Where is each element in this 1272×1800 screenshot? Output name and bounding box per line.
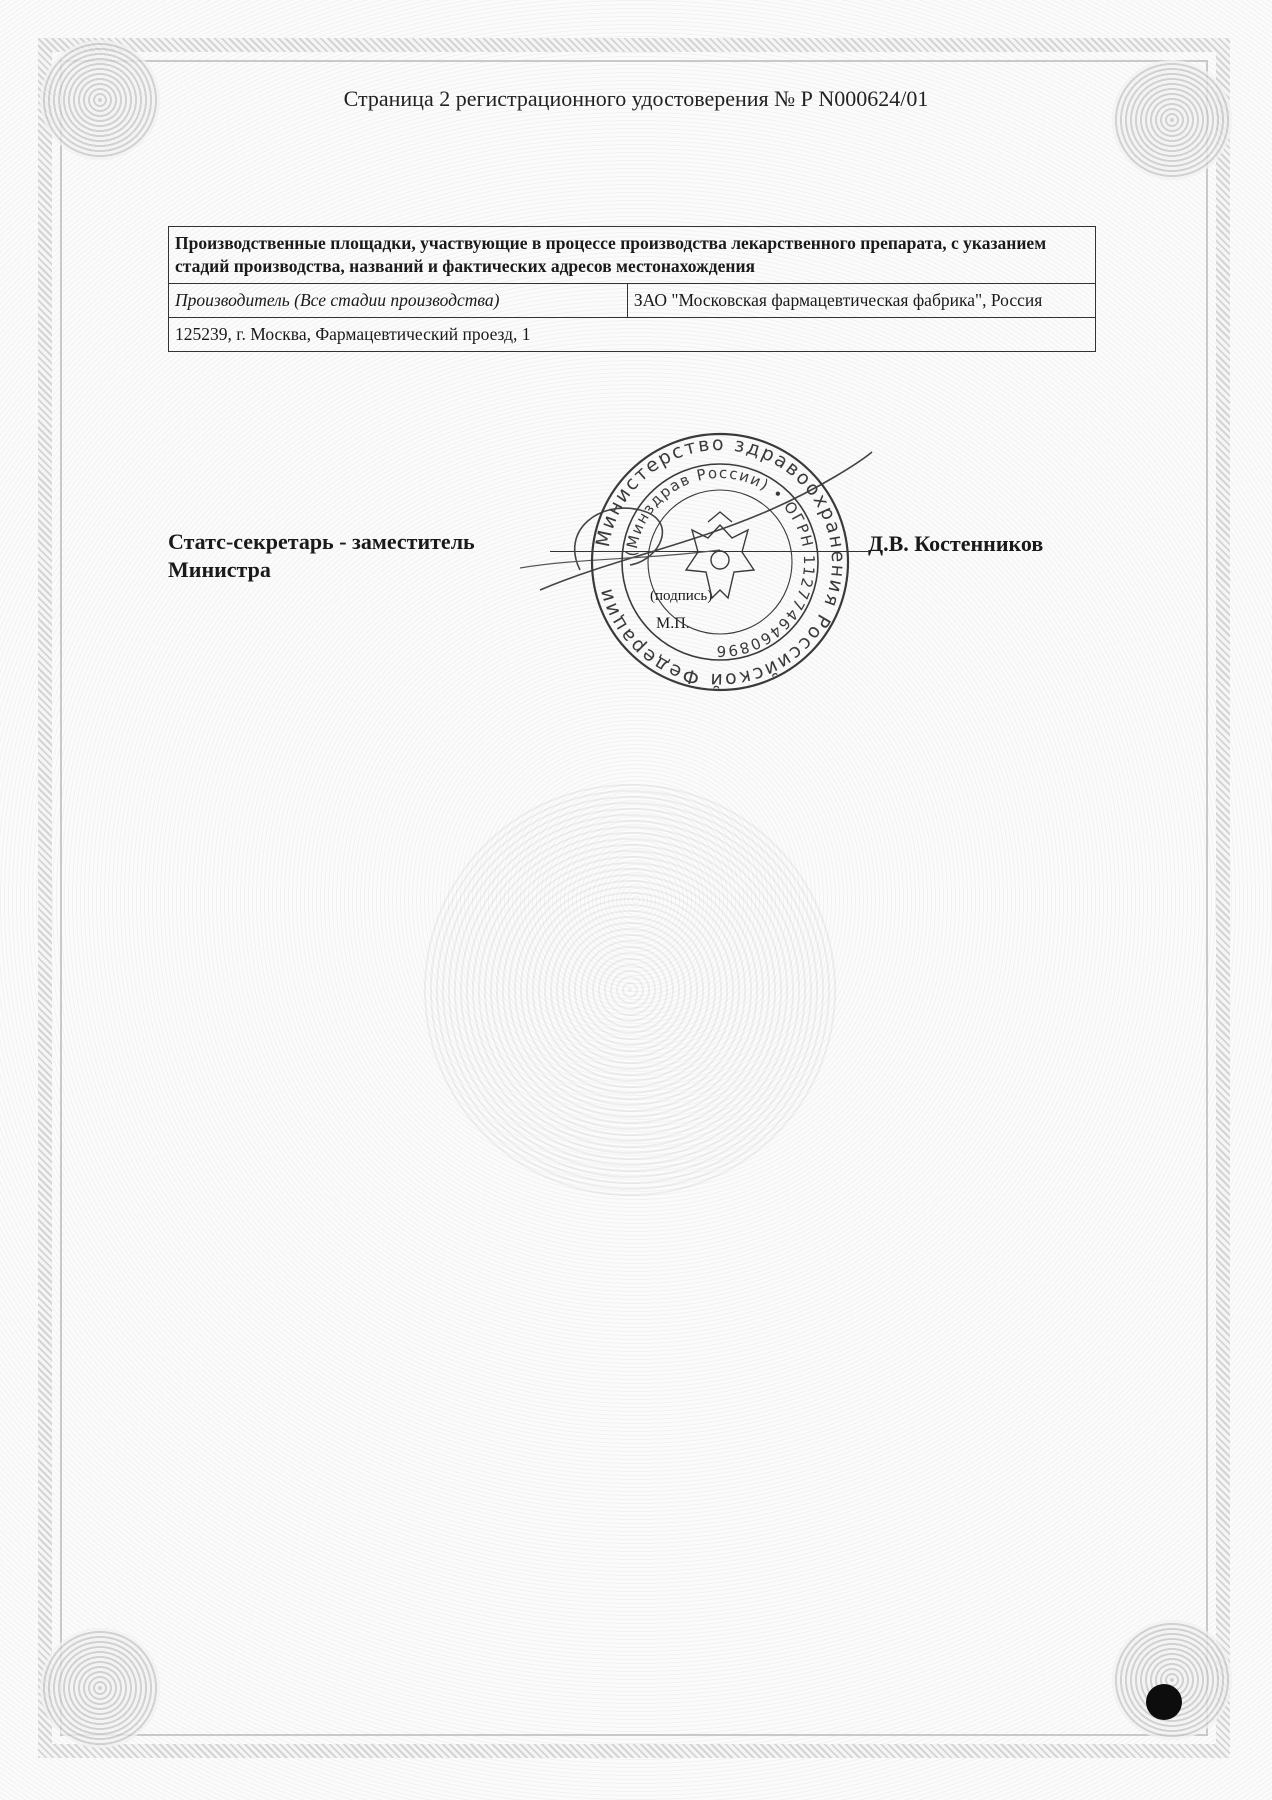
table-heading: Производственные площадки, участвующие в процессе производства лекарственного препарата, с указанием стадий производства, названий и фактических адресов местонахождения [169,227,1096,284]
manufacturer-address: 125239, г. Москва, Фармацевтический проезд, 1 [169,318,1096,352]
seal-inner-text: (Минздрав России) • ОГРН 1127746460896 [622,463,819,661]
corner-rosette-icon [1112,60,1232,180]
coat-of-arms-icon [686,512,754,598]
official-seal [588,430,852,694]
production-sites-table [168,226,1096,352]
table-row [169,284,1096,318]
stamp-place-label: М.П. [656,615,690,632]
svg-text:(Минздрав России) • ОГРН 11277 [622,464,818,660]
manufacturer-company: ЗАО "Московская фармацевтическая фабрика", Россия [627,284,1095,318]
signer-name: Д.В. Костенников [868,531,1044,556]
table-heading-row [169,227,1096,284]
manufacturer-role: Производитель (Все стадии производства) [169,284,628,318]
signature-hint: (подпись) [650,588,713,604]
table-row [169,318,1096,352]
security-dot [1146,1684,1182,1720]
corner-rosette-icon [1112,1620,1232,1740]
corner-rosette-icon [40,1628,160,1748]
seal-outer-text: Министерство здравоохранения Российской Федерации [591,432,850,692]
page-title: Страница 2 регистрационного удостоверения № Р N000624/01 [343,86,929,111]
signer-position: Статс-секретарь - заместитель Министра [168,529,475,583]
